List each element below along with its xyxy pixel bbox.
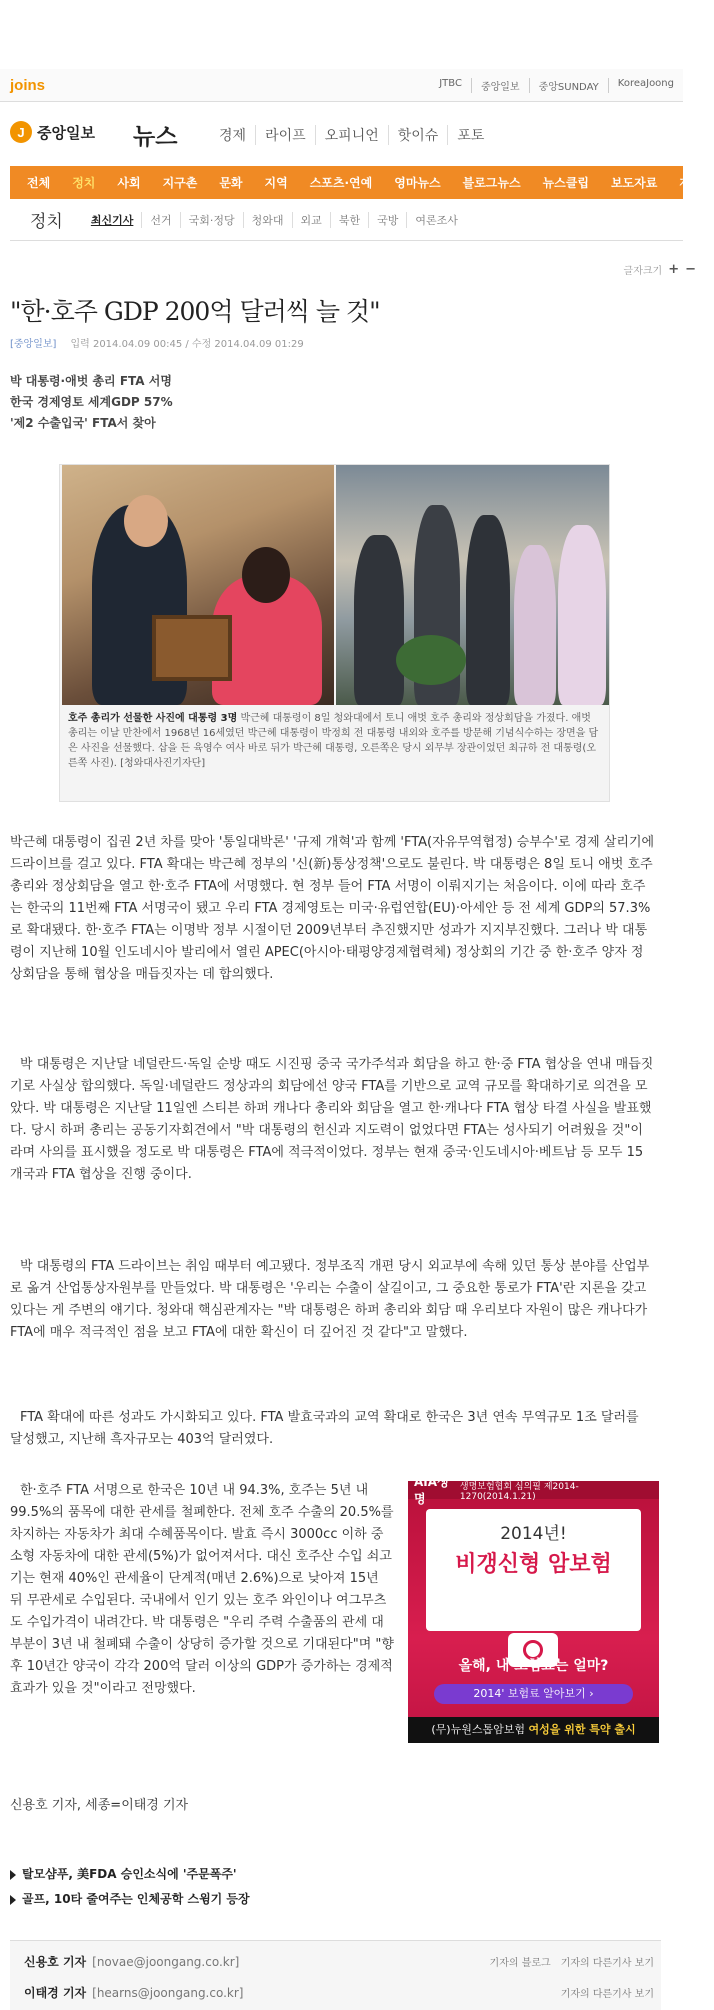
family-link-jtbc[interactable]: JTBC <box>439 78 462 89</box>
person-figure <box>354 535 404 705</box>
reporter-email[interactable]: [novae@joongang.co.kr] <box>92 1954 240 1969</box>
gnb-item-all[interactable]: 전체 <box>27 176 51 190</box>
section-life[interactable]: 라이프 <box>255 125 315 145</box>
article-paragraph: 박 대통령의 FTA 드라이브는 취임 때부터 예고됐다. 정부조직 개편 당시 외교부에 속해 있던 통상 분야를 산업부로 옮겨 산업통상자원부를 만들었다. 박 대통령은 '우리는 수출이 살길이고, 그 중요한 통로가 FTA'란 지론을 갖고 있다는 게 주변의 얘기다. 청와대 핵심관계자는 "박 대통령은 하퍼 총리와 회담 때 우리보다 자원이 많은 캐나다가 FTA에 매우 적극적인 점을 보고 FTA에 대한 확신이 더 깊어진 것 같다"고 말했다. <box>10 1259 650 1340</box>
sub-nav-election[interactable]: 선거 <box>141 212 179 228</box>
gnb-item-english[interactable]: 영마뉴스 <box>394 176 441 190</box>
person-head <box>242 547 290 603</box>
article-title: "한·호주 GDP 200억 달러씩 늘 것" <box>10 297 380 326</box>
gnb-item-region[interactable]: 지역 <box>264 176 288 190</box>
family-link-joongang[interactable]: 중앙일보 <box>471 78 529 93</box>
triangle-icon <box>10 1870 16 1880</box>
reporter-links <box>490 1954 654 1969</box>
person-figure <box>466 515 510 705</box>
sub-nav-poll[interactable]: 여론조사 <box>406 212 466 228</box>
logo-icon: J <box>10 121 32 143</box>
gnb-item-society[interactable]: 사회 <box>117 176 141 190</box>
gnb-item-world[interactable]: 지구촌 <box>162 176 198 190</box>
article-photo <box>59 464 610 802</box>
insurance-ad[interactable] <box>408 1475 659 1743</box>
ad-note: 생명보험협회 심의필 제2014-1270(2014.1.21) <box>459 1481 579 1502</box>
reporter-articles-link[interactable]: 기자의 다른기사 보기 <box>560 1989 654 2000</box>
ad-year: 2014년! <box>500 1524 567 1544</box>
section-opinion[interactable]: 오피니언 <box>315 125 388 145</box>
reporter-articles-link[interactable]: 기자의 다른기사 보기 <box>560 1958 654 1969</box>
font-decrease-button[interactable]: − <box>685 262 696 277</box>
gnb-item-report[interactable]: 제보 <box>679 176 703 190</box>
joongang-logo[interactable] <box>10 121 95 143</box>
tree-shape <box>396 635 466 685</box>
section-hot-issue[interactable]: 핫이슈 <box>388 125 448 145</box>
article-paragraph: FTA 확대에 따른 성과도 가시화되고 있다. FTA 발효국과의 교역 확대로 한국은 3년 연속 무역규모 1조 달러를 달성했고, 지난해 흑자규모는 403억 달러였다. <box>10 1410 639 1447</box>
reporter-row <box>24 1953 654 1970</box>
subhead: '제2 수출입국' FTA서 찾아 <box>10 416 156 430</box>
gnb-item-culture[interactable]: 문화 <box>219 176 243 190</box>
ad-header <box>408 1475 659 1506</box>
article-subheads <box>10 371 173 434</box>
joins-logo[interactable]: joins <box>10 77 46 94</box>
section-photo[interactable]: 포토 <box>447 125 493 145</box>
article-paragraph: 박 대통령은 지난달 네덜란드·독일 순방 때도 시진핑 중국 국가주석과 회담을 하고 한·중 FTA 협상을 연내 매듭짓기로 사실상 합의했다. 독일·네덜란드 정상과의 회담에선 양국 FTA를 기반으로 교역 규모를 확대하기로 의견을 모았다. 박 대통령은 지난달 11일엔 스티븐 하퍼 캐나다 총리와 회담을 열고 한·캐나다 FTA 협상 타결 사실을 발표했다. 당시 하퍼 총리는 공동기자회견에서 "박 대통령의 헌신과 지도력이 없었다면 FTA는 성사되기 어려웠을 것"이라며 사의를 표시했을 정도로 박 대통령은 FTA에 적극적이었다. 정부는 현재 중국·인도네시아·베트남 등 모두 15개국과 FTA 협상을 진행 중이다. <box>10 1057 654 1182</box>
font-size-control <box>624 262 696 277</box>
related-links <box>10 1862 250 1912</box>
ad-panel <box>426 1509 641 1631</box>
sub-nav-latest[interactable]: 최신기사 <box>90 213 134 227</box>
ad-footer-highlight: 여성을 위한 특약 출시 <box>528 1723 636 1736</box>
ad-footer <box>408 1717 659 1743</box>
sub-nav-defense[interactable]: 국방 <box>368 212 406 228</box>
person-head <box>124 495 168 547</box>
article-paragraph: 박근혜 대통령이 집권 2년 차를 맞아 '통일대박론' '규제 개혁'과 함께 'FTA(자유무역협정) 승부수'로 경제 살리기에 드라이브를 걸고 있다. FTA 확대는 박근혜 정부의 '신(新)통상정책'으로도 불린다. 박 대통령은 8일 토니 애벗 호주 총리와 정상회담을 열고 한·호주 FTA에 서명했다. 현 정부 들어 FTA 서명이 이뤄지기는 처음이다. 이에 따라 호주는 한국의 11번째 FTA 서명국이 됐고 우리 FTA 경제영토는 미국·유럽연합(EU)·아세안 등 전 세계 GDP의 57.3%로 확대됐다. 한·호주 FTA는 이명박 정부 시절이던 2009년부터 추진했지만 성과가 지지부진했다. 그러나 박 대통령이 지난해 10월 인도네시아 발리에서 열린 APEC(아시아·태평양경제협력체) 정상회의 기간 중 한·호주 양자 정상회담을 통해 협상을 매듭짓자는 데 합의했다. <box>10 835 655 982</box>
photo-caption <box>68 711 603 771</box>
section-economy[interactable]: 경제 <box>219 128 247 144</box>
ad-question: 올해, 내 보험료는 얼마? <box>458 1658 609 1674</box>
logo-text: 중앙일보 <box>37 123 95 142</box>
ad-headline: 비갱신형 암보험 <box>455 1552 612 1577</box>
gnb-item-clip[interactable]: 뉴스클립 <box>542 176 589 190</box>
sub-nav-title: 정치 <box>30 212 63 232</box>
reporter-name[interactable]: 신용호 기자 <box>24 1955 87 1969</box>
caption-text: 박근혜 대통령이 8일 청와대에서 토니 애벗 호주 총리와 정상회담을 가졌다. 애벗 총리는 이날 만찬에서 1968년 16세였던 박근혜 대통령이 박정희 전 대통령 내외와 호주를 방문해 기념식수하는 장면을 담은 사진을 선물했다. 삽을 든 육영수 여사 바로 뒤가 박근혜 대통령, 오른쪽은 당시 외무부 장관이었던 최규하 전 대통령(오른쪽 사진). [청와대사진기자단] <box>68 713 599 769</box>
ad-brand: AIA생명 <box>414 1475 449 1506</box>
sub-nav-northkorea[interactable]: 북한 <box>330 212 368 228</box>
reporter-blog-link[interactable]: 기자의 블로그 <box>489 1958 551 1969</box>
ad-button[interactable]: 2014' 보험료 알아보기 › <box>434 1684 633 1704</box>
sub-nav-diplomacy[interactable]: 외교 <box>292 212 330 228</box>
related-link[interactable] <box>10 1887 250 1912</box>
site-header <box>0 108 683 160</box>
sub-nav-assembly[interactable]: 국회·정당 <box>180 212 243 228</box>
family-links <box>430 78 683 93</box>
news-title[interactable]: 뉴스 <box>133 124 178 150</box>
font-increase-button[interactable]: + <box>668 262 680 277</box>
article-paragraph: 한·호주 FTA 서명으로 한국은 10년 내 94.3%, 호주는 5년 내 99.5%의 품목에 대한 관세를 철폐한다. 전체 호주 수출의 20.5%를 차지하는 자동차가 최대 수혜품목이다. 발효 즉시 3000cc 이하 중소형 자동차에 대한 관세(5%)가 없어져서다. 대신 호주산 수입 쇠고기는 현재 40%인 관세율이 단계적(매년 2.6%)으로 낮아져 15년 뒤 무관세로 수입된다. 국내에서 인기 있는 호주 와인이나 여그무츠도 수입가격이 내려간다. 박 대통령은 "우리 주력 수출품의 관세 대부분이 3년 내 철폐돼 수출이 상당히 증가할 것으로 기대된다"며 "향후 10년간 양국이 각각 200억 달러 이상의 GDP가 증가하는 경제적 효과가 있을 것"이라고 전망했다. <box>10 1483 394 1696</box>
reporter-links <box>561 1985 654 2000</box>
photo-summit[interactable] <box>62 465 334 705</box>
reporter-row <box>24 1984 654 2001</box>
reporter-box <box>10 1940 661 2010</box>
article-byline: 신용호 기자, 세종=이태경 기자 <box>10 1798 189 1813</box>
person-figure <box>514 545 556 705</box>
family-bar <box>0 69 683 102</box>
gnb-item-press[interactable]: 보도자료 <box>610 176 658 190</box>
category-nav <box>10 166 703 199</box>
ad-footer-company: (무)뉴원스톱암보험 <box>431 1723 525 1736</box>
gnb-item-sports[interactable]: 스포츠·연예 <box>309 176 373 190</box>
caption-title: 호주 총리가 선물한 사진에 대통령 3명 <box>68 713 238 724</box>
reporter-name[interactable]: 이태경 기자 <box>24 1986 87 2000</box>
family-link-sunday[interactable]: 중앙SUNDAY <box>529 78 608 93</box>
sub-nav <box>10 199 683 241</box>
reporter-email[interactable]: [hearns@joongang.co.kr] <box>92 1985 244 2000</box>
subhead: 박 대통령·애벗 총리 FTA 서명 <box>10 374 172 388</box>
gnb-item-blog[interactable]: 블로그뉴스 <box>462 176 521 190</box>
article-dates: 입력 2014.04.09 00:45 / 수정 2014.04.09 01:29 <box>70 339 304 350</box>
related-link-text: 골프, 10타 줄여주는 인체공학 스윙기 등장 <box>22 1892 250 1906</box>
triangle-icon <box>10 1895 16 1905</box>
related-link[interactable] <box>10 1862 250 1887</box>
section-nav <box>210 125 493 145</box>
photo-1968[interactable] <box>336 465 609 705</box>
gnb-item-politics[interactable]: 정치 <box>72 176 96 190</box>
photo-frame <box>152 615 232 681</box>
subhead: 한국 경제영토 세계GDP 57% <box>10 395 173 409</box>
font-size-label: 글자크기 <box>623 266 663 277</box>
related-link-text: 탈모샴푸, 美FDA 승인소식에 '주문폭주' <box>22 1867 237 1881</box>
sub-nav-items <box>83 212 466 228</box>
article-source[interactable]: [중앙일보] <box>10 339 57 350</box>
person-figure <box>558 525 606 705</box>
article-meta <box>10 335 304 350</box>
family-link-koreajoong[interactable]: KoreaJoong <box>608 78 683 93</box>
sub-nav-bluehouse[interactable]: 청와대 <box>243 212 292 228</box>
